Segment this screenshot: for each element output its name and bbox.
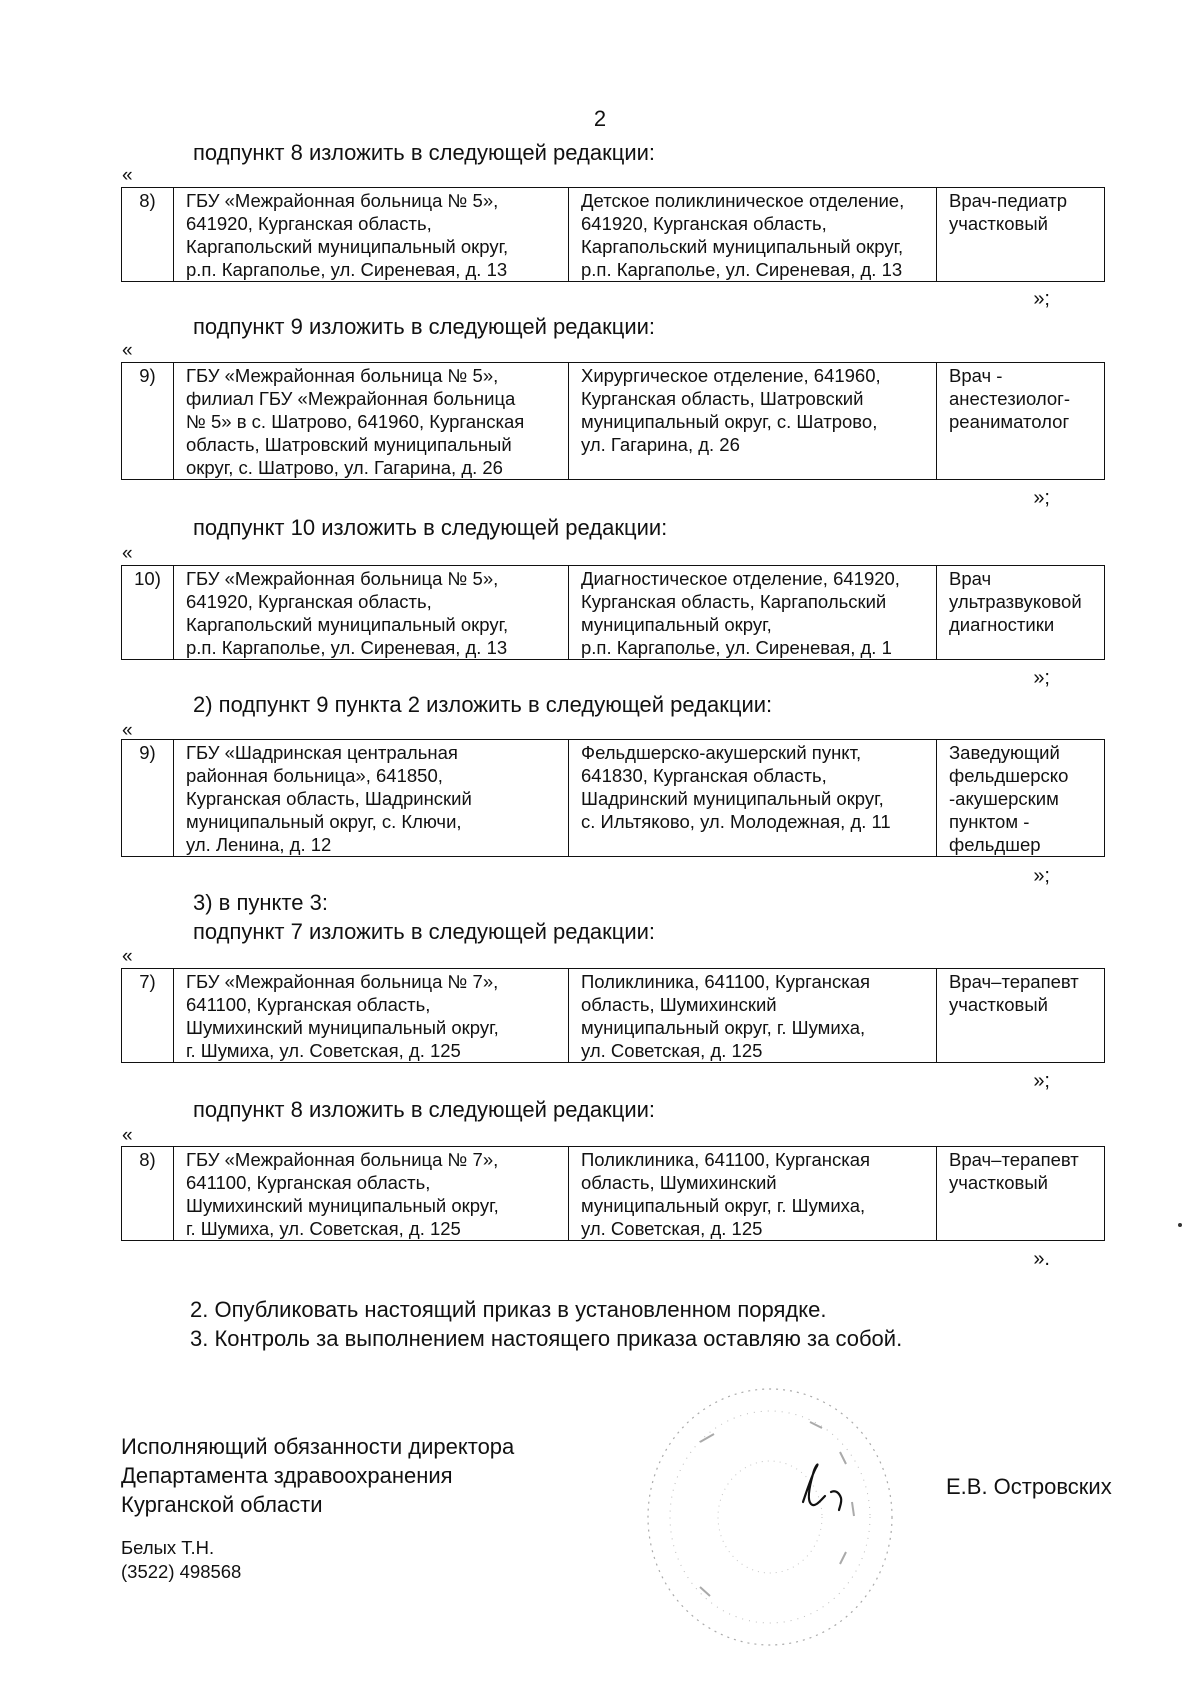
amendment-table bbox=[121, 362, 1105, 480]
institution-cell bbox=[174, 1147, 569, 1241]
close-quote: »; bbox=[1033, 288, 1050, 310]
cell-line: районная больница», 641850, bbox=[186, 765, 443, 786]
cell-line: Поликлиника, 641100, Курганская bbox=[581, 1149, 871, 1170]
subdivision-cell bbox=[569, 969, 937, 1063]
amendment-table bbox=[121, 1146, 1105, 1241]
institution-cell bbox=[174, 740, 569, 857]
close-quote: »; bbox=[1033, 1070, 1050, 1092]
cell-line: муниципальный округ, с. Шатрово, bbox=[581, 411, 878, 432]
subdivision-cell bbox=[569, 740, 937, 857]
close-quote: »; bbox=[1033, 487, 1050, 509]
cell-line: ГБУ «Межрайонная больница № 5», bbox=[186, 568, 499, 589]
cell-line: филиал ГБУ «Межрайонная больница bbox=[186, 388, 516, 409]
cell-line: ул. Ленина, д. 12 bbox=[186, 834, 332, 855]
cell-line: область, Шумихинский bbox=[581, 994, 777, 1015]
open-quote: « bbox=[122, 946, 133, 967]
cell-line: реаниматолог bbox=[949, 411, 1070, 432]
paragraph-publish: 2. Опубликовать настоящий приказ в установленном порядке. bbox=[190, 1297, 827, 1322]
cell-line: р.п. Каргаполье, ул. Сиреневая, д. 13 bbox=[581, 259, 903, 280]
cell-line: Каргапольский муниципальный округ, bbox=[186, 614, 509, 635]
cell-line: 641100, Курганская область, bbox=[186, 1172, 431, 1193]
cell-line: ГБУ «Межрайонная больница № 7», bbox=[186, 1149, 499, 1170]
cell-line: Шадринский муниципальный округ, bbox=[581, 788, 884, 809]
cell-line: Шумихинский муниципальный округ, bbox=[186, 1195, 499, 1216]
cell-line: Заведующий bbox=[949, 742, 1060, 763]
table-row bbox=[122, 363, 1105, 480]
signature-title bbox=[121, 1432, 514, 1519]
cell-line: область, Шатровский муниципальный bbox=[186, 434, 512, 455]
position-cell bbox=[937, 566, 1105, 660]
cell-line: ул. Советская, д. 125 bbox=[581, 1218, 763, 1239]
instruction-text: подпункт 7 изложить в следующей редакции: bbox=[193, 919, 656, 944]
institution-cell bbox=[174, 566, 569, 660]
cell-line: участковый bbox=[949, 1172, 1048, 1193]
cell-line: Фельдшерско-акушерский пункт, bbox=[581, 742, 862, 763]
amendment-table bbox=[121, 187, 1105, 282]
cell-line: Врач–терапевт bbox=[949, 971, 1079, 992]
cell-line: с. Ильтяково, ул. Молодежная, д. 11 bbox=[581, 811, 891, 832]
cell-line: 641830, Курганская область, bbox=[581, 765, 827, 786]
row-number: 8) bbox=[122, 1147, 174, 1241]
cell-line: Курганская область, Шадринский bbox=[186, 788, 472, 809]
instruction-text: подпункт 8 изложить в следующей редакции: bbox=[193, 140, 656, 165]
position-cell bbox=[937, 188, 1105, 282]
close-quote: »; bbox=[1033, 865, 1050, 887]
cell-line: ГБУ «Шадринская центральная bbox=[186, 742, 458, 763]
position-cell bbox=[937, 969, 1105, 1063]
cell-line: г. Шумиха, ул. Советская, д. 125 bbox=[186, 1040, 461, 1061]
cell-line: муниципальный округ, г. Шумиха, bbox=[581, 1017, 866, 1038]
open-quote: « bbox=[122, 543, 133, 564]
cell-line: Врач-педиатр bbox=[949, 190, 1067, 211]
cell-line: муниципальный округ, bbox=[581, 614, 772, 635]
cell-line: Курганская область, Каргапольский bbox=[581, 591, 887, 612]
cell-line: Диагностическое отделение, 641920, bbox=[581, 568, 900, 589]
cell-line: ГБУ «Межрайонная больница № 5», bbox=[186, 190, 499, 211]
signature-title-line: Курганской области bbox=[121, 1492, 323, 1517]
cell-line: Детское поликлиническое отделение, bbox=[581, 190, 905, 211]
cell-line: ул. Гагарина, д. 26 bbox=[581, 434, 740, 455]
institution-cell bbox=[174, 969, 569, 1063]
cell-line: пунктом - bbox=[949, 811, 1030, 832]
table-row bbox=[122, 188, 1105, 282]
close-quote: ». bbox=[1033, 1248, 1050, 1270]
subdivision-cell bbox=[569, 363, 937, 480]
cell-line: ул. Советская, д. 125 bbox=[581, 1040, 763, 1061]
cell-line: муниципальный округ, г. Шумиха, bbox=[581, 1195, 866, 1216]
executor-name: Белых Т.Н. bbox=[121, 1537, 215, 1558]
open-quote: « bbox=[122, 340, 133, 361]
cell-line: г. Шумиха, ул. Советская, д. 125 bbox=[186, 1218, 461, 1239]
row-number: 9) bbox=[122, 363, 174, 480]
signature-title-line: Исполняющий обязанности директора bbox=[121, 1434, 515, 1459]
cell-line: 641920, Курганская область, bbox=[581, 213, 827, 234]
cell-line: Каргапольский муниципальный округ, bbox=[581, 236, 904, 257]
open-quote: « bbox=[122, 720, 133, 741]
cell-line: Курганская область, Шатровский bbox=[581, 388, 864, 409]
position-cell bbox=[937, 1147, 1105, 1241]
cell-line: 641920, Курганская область, bbox=[186, 591, 432, 612]
position-cell bbox=[937, 363, 1105, 480]
close-quote: »; bbox=[1033, 667, 1050, 689]
cell-line: муниципальный округ, с. Ключи, bbox=[186, 811, 462, 832]
cell-line: р.п. Каргаполье, ул. Сиреневая, д. 1 bbox=[581, 637, 892, 658]
subdivision-cell bbox=[569, 566, 937, 660]
cell-line: ультразвуковой bbox=[949, 591, 1082, 612]
cell-line: 641100, Курганская область, bbox=[186, 994, 431, 1015]
paragraph-control: 3. Контроль за выполнением настоящего приказа оставляю за собой. bbox=[190, 1326, 903, 1351]
page-number: 2 bbox=[593, 106, 607, 131]
amendment-table bbox=[121, 565, 1105, 660]
table-row bbox=[122, 969, 1105, 1063]
cell-line: Врач–терапевт bbox=[949, 1149, 1079, 1170]
amendment-table bbox=[121, 968, 1105, 1063]
cell-line: участковый bbox=[949, 994, 1048, 1015]
instruction-text: подпункт 8 изложить в следующей редакции: bbox=[193, 1097, 656, 1122]
row-number: 8) bbox=[122, 188, 174, 282]
cell-line: Врач - bbox=[949, 365, 1003, 386]
table-row bbox=[122, 1147, 1105, 1241]
open-quote: « bbox=[122, 1125, 133, 1146]
instruction-text: 2) подпункт 9 пункта 2 изложить в следующей редакции: bbox=[193, 692, 773, 717]
handwritten-signature-image bbox=[795, 1460, 865, 1520]
cell-line: анестезиолог- bbox=[949, 388, 1071, 409]
cell-line: округ, с. Шатрово, ул. Гагарина, д. 26 bbox=[186, 457, 503, 478]
cell-line: р.п. Каргаполье, ул. Сиреневая, д. 13 bbox=[186, 637, 508, 658]
cell-line: р.п. Каргаполье, ул. Сиреневая, д. 13 bbox=[186, 259, 508, 280]
cell-line: Поликлиника, 641100, Курганская bbox=[581, 971, 871, 992]
cell-line: фельдшерско bbox=[949, 765, 1069, 786]
row-number: 7) bbox=[122, 969, 174, 1063]
executor-info bbox=[121, 1536, 241, 1584]
signature-title-line: Департамента здравоохранения bbox=[121, 1463, 453, 1488]
cell-line: 641920, Курганская область, bbox=[186, 213, 432, 234]
cell-line: Шумихинский муниципальный округ, bbox=[186, 1017, 499, 1038]
row-number: 9) bbox=[122, 740, 174, 857]
position-cell bbox=[937, 740, 1105, 857]
cell-line: Хирургическое отделение, 641960, bbox=[581, 365, 881, 386]
table-row bbox=[122, 566, 1105, 660]
cell-line: область, Шумихинский bbox=[581, 1172, 777, 1193]
executor-phone: (3522) 498568 bbox=[121, 1561, 242, 1582]
signer-name: Е.В. Островских bbox=[946, 1474, 1112, 1499]
cell-line: диагностики bbox=[949, 614, 1055, 635]
instruction-text: подпункт 10 изложить в следующей редакции: bbox=[193, 515, 668, 540]
cell-line: фельдшер bbox=[949, 834, 1041, 855]
open-quote: « bbox=[122, 165, 133, 186]
subdivision-cell bbox=[569, 1147, 937, 1241]
subdivision-cell bbox=[569, 188, 937, 282]
table-row bbox=[122, 740, 1105, 857]
row-number: 10) bbox=[122, 566, 174, 660]
instruction-heading: 3) в пункте 3: bbox=[193, 890, 328, 915]
institution-cell bbox=[174, 363, 569, 480]
scan-speck bbox=[1178, 1223, 1182, 1227]
cell-line: ГБУ «Межрайонная больница № 7», bbox=[186, 971, 499, 992]
cell-line: Врач bbox=[949, 568, 992, 589]
cell-line: № 5» в с. Шатрово, 641960, Курганская bbox=[186, 411, 525, 432]
cell-line: ГБУ «Межрайонная больница № 5», bbox=[186, 365, 499, 386]
cell-line: Каргапольский муниципальный округ, bbox=[186, 236, 509, 257]
cell-line: -акушерским bbox=[949, 788, 1059, 809]
institution-cell bbox=[174, 188, 569, 282]
cell-line: участковый bbox=[949, 213, 1048, 234]
amendment-table bbox=[121, 739, 1105, 857]
instruction-text: подпункт 9 изложить в следующей редакции: bbox=[193, 314, 656, 339]
